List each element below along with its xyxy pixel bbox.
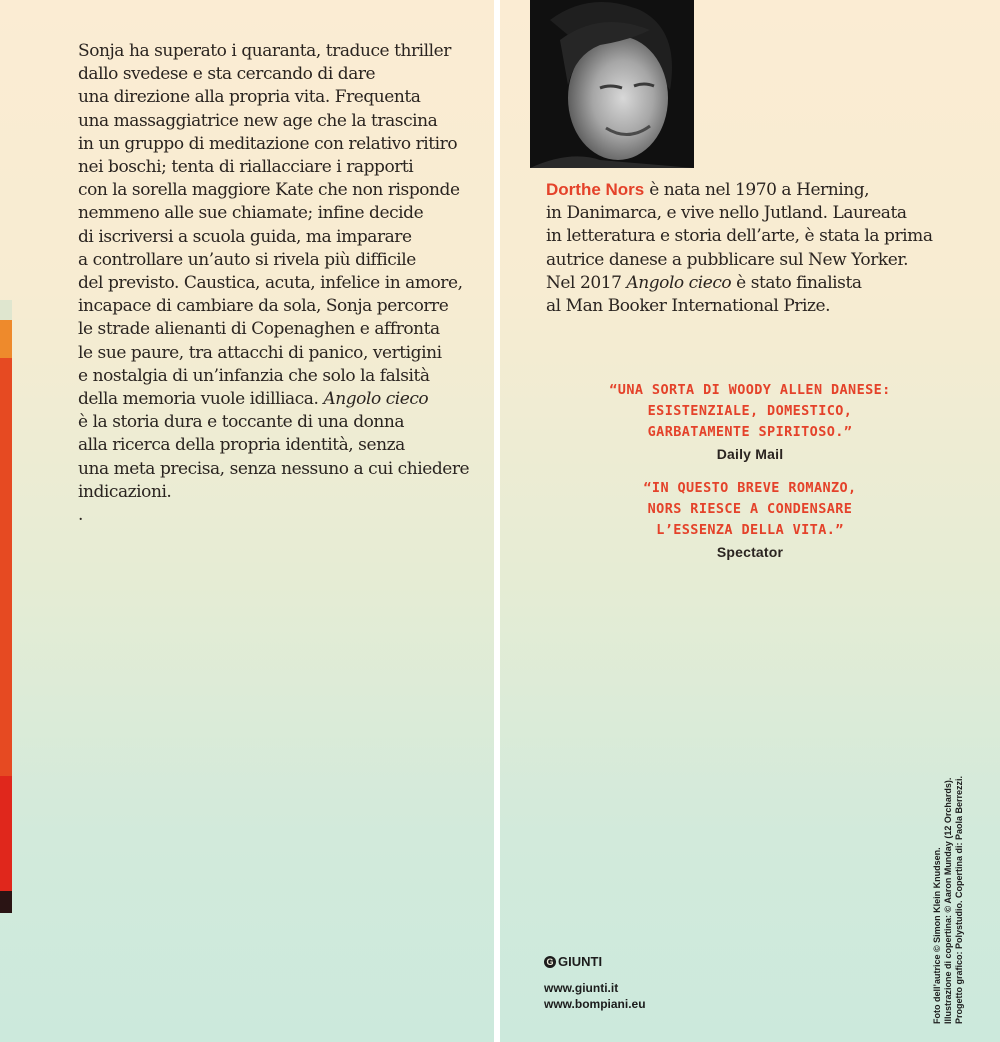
- credit-line: Progetto grafico: Polystudio. Copertina di: Paola Berrezzi.: [954, 775, 964, 1024]
- author-portrait-image: [530, 0, 694, 168]
- synopsis-line: .: [78, 505, 83, 526]
- quote-source: Daily Mail: [716, 446, 784, 462]
- synopsis-line: una direzione alla propria vita. Frequenta: [78, 87, 421, 108]
- publisher-logo-text: GIUNTI: [558, 954, 603, 969]
- synopsis-text: [78, 40, 478, 527]
- back-flap-left: [0, 0, 494, 1042]
- bio-line: in Danimarca, e vive nello Jutland. Laureata: [546, 203, 907, 224]
- quote-line: L’ESSENZA DELLA VITA.”: [656, 522, 844, 538]
- synopsis-line: del previsto. Caustica, acuta, infelice in amore,: [78, 273, 463, 294]
- quote-line: NORS RIESCE A CONDENSARE: [647, 501, 853, 517]
- quote-source: Spectator: [716, 544, 784, 560]
- press-quote: [500, 380, 1000, 465]
- synopsis-line: in un gruppo di meditazione con relativo ritiro: [78, 133, 458, 154]
- quote-line: GARBATAMENTE SPIRITOSO.”: [647, 424, 853, 440]
- edge-strip-orange: [0, 320, 12, 358]
- quote-line: “IN QUESTO BREVE ROMANZO,: [643, 480, 857, 496]
- author-bio: [546, 178, 986, 318]
- synopsis-line: e nostalgia di un’infanzia che solo la falsità: [78, 365, 430, 386]
- synopsis-line: dallo svedese e sta cercando di dare: [78, 64, 376, 85]
- synopsis-line: a controllare un’auto si rivela più difficile: [78, 249, 416, 270]
- edge-strip-dark: [0, 891, 12, 913]
- synopsis-line: nemmeno alle sue chiamate; infine decide: [78, 203, 424, 224]
- back-flap-right: [500, 0, 1000, 1042]
- synopsis-line: di iscriversi a scuola guida, ma imparare: [78, 226, 412, 247]
- synopsis-line: indicazioni.: [78, 481, 172, 502]
- credit-line: Foto dell’autrice © Simon Klein Knudsen.: [932, 847, 942, 1024]
- bio-line: in letteratura e storia dell’arte, è stata la prima: [546, 226, 933, 247]
- bio-line-text: Nel 2017: [546, 272, 627, 293]
- credit-line: Illustrazione di copertina: © Aaron Munday (12 Orchards).: [943, 777, 953, 1024]
- publisher-url[interactable]: www.bompiani.eu: [544, 997, 646, 1011]
- bio-line: [546, 178, 986, 202]
- edge-strip-deep-red: [0, 776, 12, 891]
- quote-line: “UNA SORTA DI WOODY ALLEN DANESE:: [609, 382, 891, 398]
- bio-line: autrice danese a pubblicare sul New Yorker.: [546, 249, 909, 270]
- synopsis-line: le sue paure, tra attacchi di panico, vertigini: [78, 342, 442, 363]
- synopsis-line-text: della memoria vuole idilliaca.: [78, 389, 319, 410]
- press-quote: [500, 478, 1000, 563]
- giunti-logo-icon: G: [544, 956, 556, 968]
- bio-line: al Man Booker International Prize.: [546, 296, 831, 317]
- bio-line-text: è nata nel 1970 a Herning,: [644, 180, 870, 200]
- bio-line: [546, 272, 986, 295]
- edge-strip-red: [0, 358, 12, 776]
- synopsis-line: una meta precisa, senza nessuno a cui chiedere: [78, 458, 470, 479]
- publisher-logo: [544, 954, 602, 969]
- bio-line-text: è stato finalista: [731, 272, 862, 293]
- synopsis-line: alla ricerca della propria identità, senza: [78, 435, 405, 456]
- synopsis-line: incapace di cambiare da sola, Sonja percorre: [78, 296, 449, 317]
- synopsis-line: le strade alienanti di Copenaghen e affronta: [78, 319, 440, 340]
- publisher-url[interactable]: www.giunti.it: [544, 981, 619, 995]
- author-name: Dorthe Nors: [546, 180, 645, 199]
- synopsis-line: [78, 388, 478, 411]
- synopsis-line: è la storia dura e toccante di una donna: [78, 412, 405, 433]
- synopsis-line: una massaggiatrice new age che la trascina: [78, 110, 438, 131]
- edge-strip-pale: [0, 300, 12, 320]
- synopsis-line: nei boschi; tenta di riallacciare i rapporti: [78, 157, 414, 178]
- quote-line: ESISTENZIALE, DOMESTICO,: [647, 403, 853, 419]
- synopsis-line: Sonja ha superato i quaranta, traduce thriller: [78, 41, 451, 61]
- author-photo: [530, 0, 694, 168]
- image-credits: [932, 776, 965, 1024]
- synopsis-line: con la sorella maggiore Kate che non risponde: [78, 180, 460, 201]
- book-title-italic: Angolo cieco: [626, 272, 732, 293]
- publisher-urls: [544, 980, 646, 1012]
- book-title-italic: Angolo cieco: [323, 389, 429, 410]
